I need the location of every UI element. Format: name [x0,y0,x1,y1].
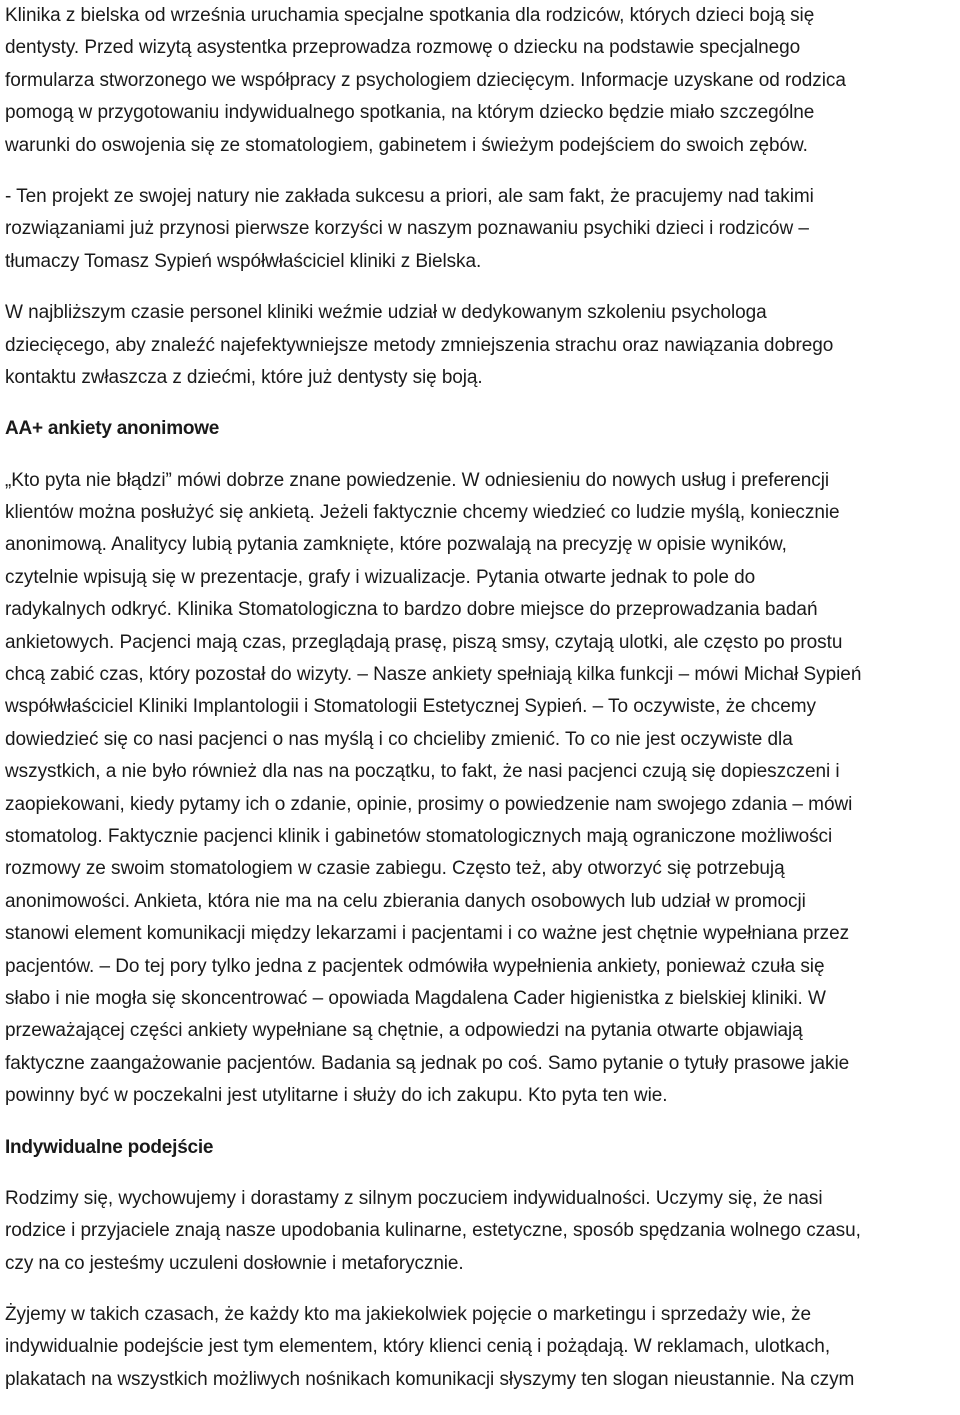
document-page [5,0,960,1415]
heading-text: Indywidualne podejście [5,1136,214,1158]
section-heading-surveys [5,413,960,445]
text-line: przeważającej części ankiety wypełniane są chętnie, a odpowiedzi na pytania otwarte objawiają [5,1020,803,1042]
intro-paragraph [5,0,960,162]
text-line: chcą zabić czas, który pozostał do wizyty. – Nasze ankiety spełniają kilka funkcji – mówi Michał Sypień [5,664,862,686]
text-line: pomogą w przygotowaniu indywidualnego spotkania, na którym dziecko będzie miało szczególne [5,102,815,124]
text-line: czy na co jesteśmy uczuleni dosłownie i metaforycznie. [5,1252,464,1274]
text-line: indywidualnie podejście jest tym elementem, który klienci cenią i pożądają. W reklamach, ulotkach, [5,1336,831,1358]
heading-text: AA+ ankiety anonimowe [5,418,220,440]
surveys-paragraph [5,465,960,1113]
text-line: kontaktu zwłaszcza z dziećmi, które już dentysty się boją. [5,366,483,388]
individuality-paragraph [5,1183,960,1280]
text-line: „Kto pyta nie błądzi” mówi dobrze znane powiedzenie. W odniesieniu do nowych usług i preferencji [5,469,830,491]
text-line: tłumaczy Tomasz Sypień współwłaściciel kliniki z Bielska. [5,250,482,272]
text-line: rodzice i przyjaciele znają nasze upodobania kulinarne, estetyczne, sposób spędzania wolnego czasu, [5,1220,861,1242]
text-line: rozwiązaniami już przynosi pierwsze korzyści w naszym poznawaniu psychiki dzieci i rodziców – [5,218,809,240]
text-line: klientów można posłużyć się ankietą. Jeżeli faktycznie chcemy wiedzieć co ludzie myślą, koniecznie [5,502,840,524]
text-line: zaopiekowani, kiedy pytamy ich o zdanie, opinie, prosimy o powiedzenie nam swojego zdania – mówi [5,793,853,815]
text-line: W najbliższym czasie personel kliniki weźmie udział w dedykowanym szkoleniu psychologa [5,302,767,324]
text-line: ankietowych. Pacjenci mają czas, przeglądają prasę, piszą smsy, czytają ulotki, ale często po prostu [5,631,843,653]
text-line: rozmowy ze swoim stomatologiem w czasie zabiegu. Często też, aby otworzyć się potrzebują [5,858,785,880]
text-line: wszystkich, a nie było również dla nas na początku, to fakt, że nasi pacjenci czują się dopieszczeni i [5,761,840,783]
text-line: stomatolog. Faktycznie pacjenci klinik i gabinetów stomatologicznych mają ograniczone możliwości [5,825,833,847]
text-line: powinny być w poczekalni jest utylitarne i służy do ich zakupu. Kto pyta ten wie. [5,1085,668,1107]
text-line: czytelnie wpisują się w prezentacje, grafy i wizualizacje. Pytania otwarte jednak to pole do [5,566,756,588]
text-line: plakatach na wszystkich możliwych nośnikach komunikacji słyszymy ten slogan nieustannie. Na czym [5,1368,855,1390]
text-line: - Ten projekt ze swojej natury nie zakłada sukcesu a priori, ale sam fakt, że pracujemy nad takimi [5,185,814,207]
text-line: dentysty. Przed wizytą asystentka przeprowadza rozmowę o dziecku na podstawie specjalnego [5,37,801,59]
text-line: dziecięcego, aby znaleźć najefektywniejsze metody zmniejszenia strachu oraz nawiązania dobrego [5,334,834,356]
text-line: stanowi element komunikacji między lekarzami i pacjentami i co ważne jest chętnie wypełniana przez [5,923,850,945]
training-paragraph [5,297,960,394]
text-line: faktyczne zaangażowanie pacjentów. Badania są jednak po coś. Samo pytanie o tytuły prasowe jakie [5,1052,850,1074]
text-line: formularza stworzonego we współpracy z psychologiem dziecięcym. Informacje uzyskane od rodzica [5,69,846,91]
text-line: warunki do oswojenia się ze stomatologiem, gabinetem i świeżym podejściem do swoich zębów. [5,134,808,156]
text-line: radykalnych odkryć. Klinika Stomatologiczna to bardzo dobre miejsce do przeprowadzania badań [5,599,818,621]
text-line: współwłaściciel Kliniki Implantologii i Stomatologii Estetycznej Sypień. – To oczywiste, że chcemy [5,696,816,718]
marketing-paragraph [5,1299,960,1396]
text-line: anonimową. Analitycy lubią pytania zamknięte, które pozwalają na precyzję w opisie wyników, [5,534,787,556]
text-line: pacjentów. – Do tej pory tylko jedna z pacjentek odmówiła wypełnienia ankiety, ponieważ czuła się [5,955,825,977]
text-line: Rodzimy się, wychowujemy i dorastamy z silnym poczuciem indywidualności. Uczymy się, że nasi [5,1187,823,1209]
quote-paragraph [5,181,960,278]
text-line: Klinika z bielska od września uruchamia specjalne spotkania dla rodziców, których dzieci boją się [5,5,815,26]
text-line: Żyjemy w takich czasach, że każdy kto ma jakiekolwiek pojęcie o marketingu i sprzedaży wie, że [5,1304,811,1326]
text-line: anonimowości. Ankieta, która nie ma na celu zbierania danych osobowych lub udział w promocji [5,890,806,912]
text-line: dowiedzieć się co nasi pacjenci o nas myślą i co chcieliby zmienić. To co nie jest oczywiste dla [5,728,793,750]
section-heading-individual [5,1132,960,1164]
text-line: słabo i nie mogła się skoncentrować – opowiada Magdalena Cader higienistka z bielskiej kliniki. W [5,987,826,1009]
